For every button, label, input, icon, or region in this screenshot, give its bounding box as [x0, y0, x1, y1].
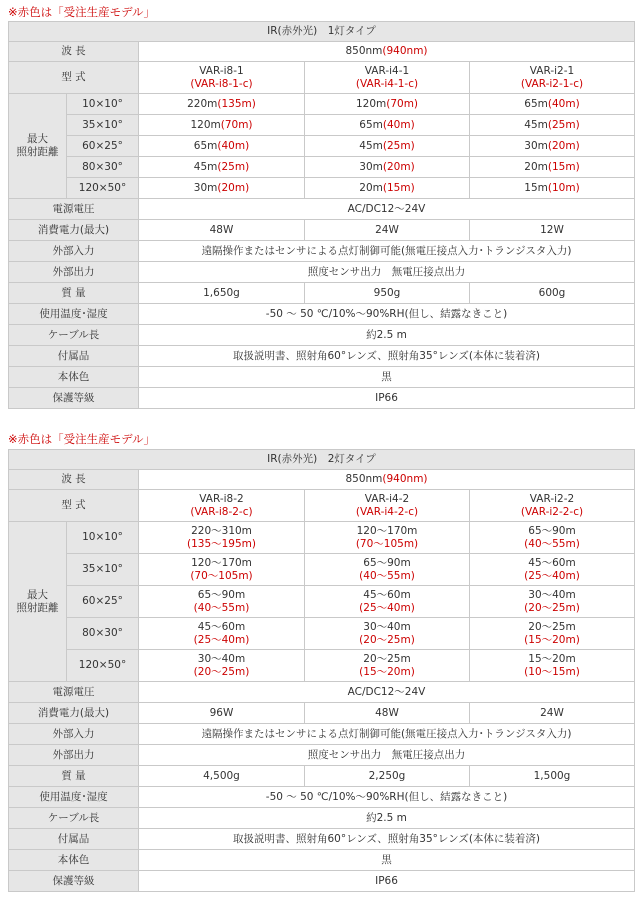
- cable-label: ケーブル長: [9, 808, 139, 829]
- distance-cell: 220m(135m): [139, 94, 305, 115]
- angle-label: 80×30°: [67, 157, 139, 178]
- mass-value: 2,250g: [305, 766, 470, 787]
- model-label: 型 式: [9, 62, 139, 94]
- distance-cell: 20～25m (15～20m): [470, 618, 635, 650]
- distance-cell: 65～90m (40～55m): [139, 586, 305, 618]
- max-distance-label: 最大 照射距離: [9, 522, 67, 682]
- cable-row: [9, 325, 635, 346]
- power-consumption-row: [9, 220, 635, 241]
- model-cell: VAR-i2-1 (VAR-i2-1-c): [470, 62, 635, 94]
- distance-cell: 30m(20m): [470, 136, 635, 157]
- temperature-value: -50 ～ 50 ℃/10%～90%RH(但し、結露なきこと): [139, 304, 635, 325]
- distance-cell: 20m(15m): [470, 157, 635, 178]
- distance-cell: 220～310m (135～195m): [139, 522, 305, 554]
- power-consumption-row: [9, 703, 635, 724]
- distance-row: [9, 115, 635, 136]
- distance-row: [9, 650, 635, 682]
- distance-cell: 30m(20m): [139, 178, 305, 199]
- spec-table-2-lamp: [8, 449, 635, 892]
- mass-value: 1,500g: [470, 766, 635, 787]
- distance-cell: 30～40m (20～25m): [139, 650, 305, 682]
- distance-row: [9, 136, 635, 157]
- angle-label: 35×10°: [67, 554, 139, 586]
- external-output-value: 照度センサ出力 無電圧接点出力: [139, 745, 635, 766]
- distance-cell: 30m(20m): [305, 157, 470, 178]
- power-voltage-label: 電源電圧: [9, 199, 139, 220]
- power-consumption-label: 消費電力(最大): [9, 703, 139, 724]
- distance-cell: 45～60m (25～40m): [305, 586, 470, 618]
- external-input-row: [9, 241, 635, 262]
- model-cell: VAR-i4-1 (VAR-i4-1-c): [305, 62, 470, 94]
- cable-label: ケーブル長: [9, 325, 139, 346]
- distance-cell: 65～90m (40～55m): [305, 554, 470, 586]
- distance-cell: 120～170m (70～105m): [305, 522, 470, 554]
- distance-cell: 30～40m (20～25m): [470, 586, 635, 618]
- external-output-row: [9, 262, 635, 283]
- external-input-label: 外部入力: [9, 724, 139, 745]
- body-color-label: 本体色: [9, 367, 139, 388]
- distance-cell: 65m(40m): [305, 115, 470, 136]
- temperature-label: 使用温度･湿度: [9, 787, 139, 808]
- temperature-row: [9, 787, 635, 808]
- power-consumption-value: 96W: [139, 703, 305, 724]
- mass-value: 4,500g: [139, 766, 305, 787]
- max-distance-label: 最大 照射距離: [9, 94, 67, 199]
- angle-label: 35×10°: [67, 115, 139, 136]
- cable-row: [9, 808, 635, 829]
- power-voltage-label: 電源電圧: [9, 682, 139, 703]
- angle-label: 60×25°: [67, 586, 139, 618]
- temperature-label: 使用温度･湿度: [9, 304, 139, 325]
- distance-cell: 120～170m (70～105m): [139, 554, 305, 586]
- model-cell: VAR-i4-2 (VAR-i4-2-c): [305, 490, 470, 522]
- external-input-row: [9, 724, 635, 745]
- wavelength-value: 850nm(940nm): [139, 42, 635, 62]
- mass-value: 1,650g: [139, 283, 305, 304]
- wavelength-value: 850nm(940nm): [139, 470, 635, 490]
- distance-cell: 20m(15m): [305, 178, 470, 199]
- distance-cell: 15m(10m): [470, 178, 635, 199]
- power-consumption-value: 48W: [305, 703, 470, 724]
- accessories-value: 取扱説明書、照射角60°レンズ、照射角35°レンズ(本体に装着済): [139, 829, 635, 850]
- mass-row: [9, 283, 635, 304]
- model-cell: VAR-i2-2 (VAR-i2-2-c): [470, 490, 635, 522]
- distance-row: [9, 554, 635, 586]
- power-voltage-value: AC/DC12～24V: [139, 199, 635, 220]
- wavelength-row: [9, 470, 635, 490]
- type-header: IR(赤外光) 2灯タイプ: [9, 450, 635, 470]
- distance-cell: 45m(25m): [139, 157, 305, 178]
- angle-label: 60×25°: [67, 136, 139, 157]
- external-output-label: 外部出力: [9, 745, 139, 766]
- distance-cell: 45m(25m): [305, 136, 470, 157]
- made-to-order-note: ※赤色は「受注生産モデル」: [8, 5, 156, 19]
- distance-row: [9, 94, 635, 115]
- distance-cell: 45m(25m): [470, 115, 635, 136]
- mass-value: 950g: [305, 283, 470, 304]
- body-color-row: [9, 850, 635, 871]
- made-to-order-note: ※赤色は「受注生産モデル」: [8, 432, 156, 446]
- distance-cell: 65m(40m): [470, 94, 635, 115]
- mass-label: 質 量: [9, 766, 139, 787]
- temperature-value: -50 ～ 50 ℃/10%～90%RH(但し、結露なきこと): [139, 787, 635, 808]
- wavelength-label: 波 長: [9, 470, 139, 490]
- body-color-row: [9, 367, 635, 388]
- angle-label: 10×10°: [67, 94, 139, 115]
- distance-row: [9, 586, 635, 618]
- power-voltage-row: [9, 682, 635, 703]
- accessories-value: 取扱説明書、照射角60°レンズ、照射角35°レンズ(本体に装着済): [139, 346, 635, 367]
- protection-label: 保護等級: [9, 871, 139, 892]
- protection-row: [9, 871, 635, 892]
- distance-cell: 120m(70m): [139, 115, 305, 136]
- power-consumption-label: 消費電力(最大): [9, 220, 139, 241]
- model-row: [9, 62, 635, 94]
- mass-value: 600g: [470, 283, 635, 304]
- external-input-value: 遠隔操作またはセンサによる点灯制御可能(無電圧接点入力･トランジスタ入力): [139, 724, 635, 745]
- distance-cell: 65～90m (40～55m): [470, 522, 635, 554]
- power-consumption-value: 48W: [139, 220, 305, 241]
- external-output-label: 外部出力: [9, 262, 139, 283]
- power-consumption-value: 24W: [305, 220, 470, 241]
- model-cell: VAR-i8-1 (VAR-i8-1-c): [139, 62, 305, 94]
- power-voltage-row: [9, 199, 635, 220]
- accessories-label: 付属品: [9, 346, 139, 367]
- accessories-row: [9, 346, 635, 367]
- model-cell: VAR-i8-2 (VAR-i8-2-c): [139, 490, 305, 522]
- body-color-value: 黒: [139, 850, 635, 871]
- distance-cell: 45～60m (25～40m): [139, 618, 305, 650]
- protection-value: IP66: [139, 388, 635, 409]
- external-input-label: 外部入力: [9, 241, 139, 262]
- angle-label: 10×10°: [67, 522, 139, 554]
- wavelength-label: 波 長: [9, 42, 139, 62]
- angle-label: 120×50°: [67, 650, 139, 682]
- mass-row: [9, 766, 635, 787]
- protection-label: 保護等級: [9, 388, 139, 409]
- external-output-row: [9, 745, 635, 766]
- external-output-value: 照度センサ出力 無電圧接点出力: [139, 262, 635, 283]
- mass-label: 質 量: [9, 283, 139, 304]
- body-color-label: 本体色: [9, 850, 139, 871]
- type-header-row: [9, 450, 635, 470]
- body-color-value: 黒: [139, 367, 635, 388]
- distance-cell: 30～40m (20～25m): [305, 618, 470, 650]
- distance-cell: 20～25m (15～20m): [305, 650, 470, 682]
- external-input-value: 遠隔操作またはセンサによる点灯制御可能(無電圧接点入力･トランジスタ入力): [139, 241, 635, 262]
- distance-cell: 120m(70m): [305, 94, 470, 115]
- distance-row: [9, 178, 635, 199]
- model-row: [9, 490, 635, 522]
- protection-value: IP66: [139, 871, 635, 892]
- power-voltage-value: AC/DC12～24V: [139, 682, 635, 703]
- distance-row: [9, 618, 635, 650]
- power-consumption-value: 12W: [470, 220, 635, 241]
- temperature-row: [9, 304, 635, 325]
- model-label: 型 式: [9, 490, 139, 522]
- spec-table-1-lamp: [8, 21, 635, 409]
- angle-label: 120×50°: [67, 178, 139, 199]
- type-header: IR(赤外光) 1灯タイプ: [9, 22, 635, 42]
- power-consumption-value: 24W: [470, 703, 635, 724]
- accessories-row: [9, 829, 635, 850]
- distance-row: [9, 157, 635, 178]
- type-header-row: [9, 22, 635, 42]
- cable-value: 約2.5 m: [139, 325, 635, 346]
- cable-value: 約2.5 m: [139, 808, 635, 829]
- protection-row: [9, 388, 635, 409]
- angle-label: 80×30°: [67, 618, 139, 650]
- distance-cell: 45～60m (25～40m): [470, 554, 635, 586]
- distance-row: [9, 522, 635, 554]
- wavelength-row: [9, 42, 635, 62]
- accessories-label: 付属品: [9, 829, 139, 850]
- distance-cell: 15～20m (10～15m): [470, 650, 635, 682]
- distance-cell: 65m(40m): [139, 136, 305, 157]
